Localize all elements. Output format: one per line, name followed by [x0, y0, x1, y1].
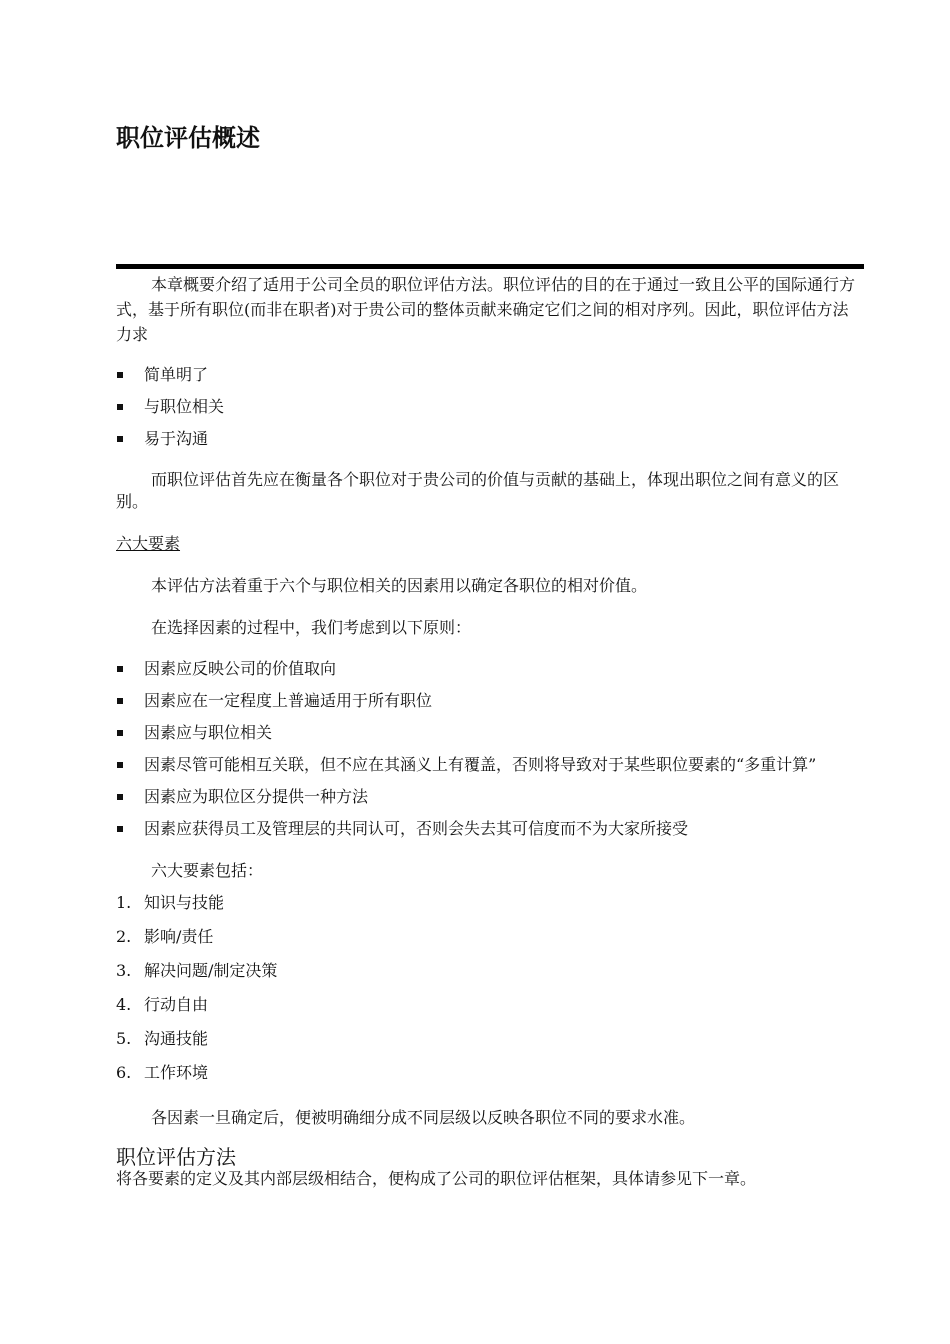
list-item: 6. 工作环境 — [116, 1063, 209, 1082]
list-item: 易于沟通 — [116, 428, 864, 450]
goals-list — [116, 364, 864, 450]
principles-list — [116, 658, 864, 840]
list-item: 1. 知识与技能 — [116, 893, 225, 912]
square-bullet-icon — [117, 762, 123, 768]
section-heading-method: 职位评估方法 — [116, 1145, 236, 1169]
square-bullet-icon — [117, 794, 123, 800]
page-title: 职位评估概述 — [116, 124, 260, 152]
square-bullet-icon — [117, 404, 123, 410]
square-bullet-icon — [117, 826, 123, 832]
square-bullet-icon — [117, 730, 123, 736]
list-item: 2. 影响/责任 — [116, 927, 214, 946]
method-paragraph: 将各要素的定义及其内部层级相结合，便构成了公司的职位评估框架，具体请参见下一章。 — [116, 1169, 757, 1188]
factors-includes-label: 六大要素包括： — [151, 861, 264, 880]
factors-list — [116, 892, 864, 1084]
closing-paragraph: 各因素一旦确定后，便被明确细分成不同层级以反映各职位不同的要求水准。 — [151, 1108, 696, 1127]
list-item: 因素尽管可能相互关联，但不应在其涵义上有覆盖，否则将导致对于某些职位要素的“多重计算” — [116, 754, 864, 776]
square-bullet-icon — [117, 436, 123, 442]
list-item: 因素应在一定程度上普遍适用于所有职位 — [116, 690, 864, 712]
list-item: 5. 沟通技能 — [116, 1029, 209, 1048]
square-bullet-icon — [117, 666, 123, 672]
document-body — [116, 272, 864, 1190]
list-item: 因素应反映公司的价值取向 — [116, 658, 864, 680]
square-bullet-icon — [117, 372, 123, 378]
list-item: 因素应为职位区分提供一种方法 — [116, 786, 864, 808]
principles-intro-paragraph: 在选择因素的过程中，我们考虑到以下原则： — [151, 618, 472, 637]
list-item: 3. 解决问题/制定决策 — [116, 961, 278, 980]
list-item: 4. 行动自由 — [116, 995, 209, 1014]
list-item: 因素应获得员工及管理层的共同认可，否则会失去其可信度而不为大家所接受 — [116, 818, 864, 840]
factors-paragraph: 本评估方法着重于六个与职位相关的因素用以确定各职位的相对价值。 — [151, 576, 648, 595]
section-heading-six-factors: 六大要素 — [116, 534, 181, 553]
basis-paragraph: 而职位评估首先应在衡量各个职位对于贵公司的价值与贡献的基础上，体现出职位之间有意义的区别。 — [116, 470, 840, 511]
intro-paragraph: 本章概要介绍了适用于公司全员的职位评估方法。职位评估的目的在于通过一致且公平的国际通行方式，基于所有职位(而非在职者)对于贵公司的整体贡献来确定它们之间的相对序列。因此，职位评估方法力求 — [116, 275, 856, 344]
list-item: 因素应与职位相关 — [116, 722, 864, 744]
square-bullet-icon — [117, 698, 123, 704]
list-item: 简单明了 — [116, 364, 864, 386]
list-item: 与职位相关 — [116, 396, 864, 418]
horizontal-rule — [116, 264, 864, 269]
